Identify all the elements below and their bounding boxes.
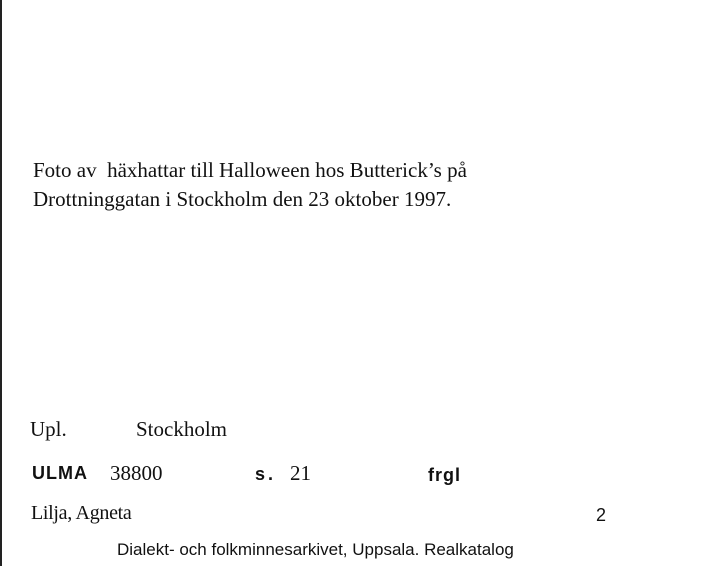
category-code: frgl <box>428 465 461 485</box>
item-count: 2 <box>596 505 607 525</box>
page-number: 21 <box>290 461 311 485</box>
photo-description: Foto av häxhattar till Halloween hos Butterick’s på Drottninggatan i Stockholm den 23 oktober 1997. <box>33 158 467 211</box>
page-label: s. <box>255 464 277 484</box>
place-label: Stockholm <box>136 417 228 441</box>
archive-number: 38800 <box>110 461 163 485</box>
province-label: Upl. <box>30 417 67 441</box>
archive-label: ULMA <box>32 463 88 483</box>
author-name: Lilja, Agneta <box>31 502 132 524</box>
archive-footer: Dialekt- och folkminnesarkivet, Uppsala. Realkatalog <box>117 540 514 559</box>
card-left-edge <box>0 0 2 566</box>
